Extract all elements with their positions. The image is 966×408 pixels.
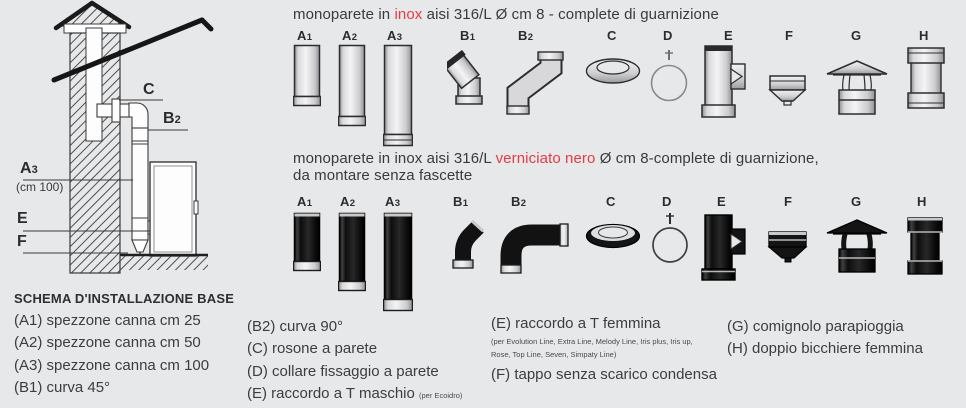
nero-d-collar — [650, 210, 690, 270]
label-nero-a1: A1 — [297, 194, 313, 209]
nero-a1-pipe-25 — [293, 212, 321, 272]
label-inox-h: H — [919, 28, 929, 43]
nero-c-rosette — [585, 220, 643, 250]
legend-item-note: (per Ecoidro) — [419, 391, 463, 401]
installation-diagram-drawing — [0, 0, 250, 290]
vertical-pipe — [132, 128, 148, 240]
legend-item: (E) raccordo a T femmina — [491, 315, 661, 332]
legend-item: (F) tappo senza scarico condensa — [491, 366, 717, 384]
label-inox-a2: A2 — [342, 28, 358, 43]
floor — [120, 255, 208, 270]
label-inox-e: E — [724, 28, 733, 43]
stove — [150, 162, 196, 256]
label-nero-a2: A2 — [340, 194, 356, 209]
label-nero-h: H — [917, 194, 927, 209]
nero-title-pre: monoparete in inox aisi 316/L — [293, 150, 496, 167]
installation-diagram — [0, 0, 250, 290]
callout-e: E — [17, 210, 28, 227]
legend-column-1 — [14, 310, 209, 400]
label-inox-b1: B1 — [460, 28, 476, 43]
chimney-cap — [58, 4, 128, 26]
label-nero-b2: B2 — [511, 194, 527, 209]
label-inox-f: F — [785, 28, 794, 43]
legend-column-4 — [727, 316, 923, 361]
inox-h-double-socket — [905, 46, 947, 110]
label-nero-d: D — [662, 194, 672, 209]
legend-column-2 — [247, 316, 462, 408]
legend-item: (B1) curva 45° — [14, 379, 111, 397]
nero-a3-pipe-100 — [383, 212, 413, 312]
label-nero-c: C — [606, 194, 616, 209]
label-inox-g: G — [851, 28, 862, 43]
label-nero-g: G — [851, 194, 862, 209]
inox-a3-pipe-100 — [383, 44, 413, 148]
legend-item: (G) comignolo parapioggia — [727, 318, 904, 335]
callout-c: C — [143, 81, 155, 98]
legend-item: (H) doppio bicchiere femmina — [727, 340, 923, 358]
inox-b1-elbow-45 — [447, 50, 493, 108]
label-nero-b1: B1 — [453, 194, 469, 209]
condensate-cap — [132, 240, 148, 252]
inox-f-cap — [768, 74, 808, 108]
callout-b2: B2 — [163, 110, 181, 127]
label-inox-a3: A3 — [387, 28, 403, 43]
label-nero-e: E — [717, 194, 726, 209]
wall-rosette — [112, 99, 120, 122]
nero-f-cap — [767, 230, 809, 266]
legend-item: (E) raccordo a T maschio (per Ecoidro) — [247, 385, 463, 403]
nero-g-rain-cowl — [826, 216, 888, 276]
nero-e-tee — [700, 213, 748, 285]
callout-f: F — [17, 233, 27, 250]
inox-g-rain-cowl — [826, 56, 888, 118]
callout-a3-note: (cm 100) — [16, 180, 64, 194]
label-inox-c: C — [607, 28, 617, 43]
legend-item: (A2) spezzone canna cm 50 — [14, 334, 201, 352]
label-inox-b2: B2 — [518, 28, 534, 43]
inox-d-collar — [649, 46, 689, 108]
nero-h-double-socket — [905, 216, 945, 276]
legend-item: (D) collare fissaggio a parete — [247, 362, 439, 380]
legend-item: (B2) curva 90° — [247, 318, 344, 335]
legend-item: (C) rosone a parete — [247, 340, 378, 358]
flue-cavity — [86, 28, 102, 141]
inox-title — [293, 6, 719, 23]
inox-title-red: inox — [394, 6, 423, 23]
inox-c-rosette — [585, 54, 643, 86]
legend-item-note: Rose, Top Line, Seven, Simpaty Line) — [491, 350, 617, 360]
label-inox-a1: A1 — [297, 28, 313, 43]
callout-a3: A3 — [20, 160, 38, 177]
nero-b2-elbow-90 — [498, 212, 572, 276]
nero-title-line2: da montare senza fascette — [293, 167, 473, 184]
nero-b1-elbow-45 — [446, 210, 486, 272]
label-inox-d: D — [663, 28, 673, 43]
legend-item-note: (per Evolution Line, Extra Line, Melody Line, Iris plus, Iris up, — [491, 337, 693, 347]
nero-a2-pipe-50 — [338, 212, 366, 292]
inox-a1-pipe-25 — [293, 44, 321, 108]
nero-title-post: Ø cm 8-complete di guarnizione, — [595, 150, 819, 167]
inox-e-tee — [700, 44, 748, 122]
inox-title-pre: monoparete in — [293, 6, 395, 23]
inox-a2-pipe-50 — [338, 44, 366, 128]
diagram-caption: SCHEMA D'INSTALLAZIONE BASE — [14, 291, 235, 306]
inox-b2-elbow-90 — [505, 46, 573, 118]
inox-title-post: aisi 316/L Ø cm 8 - complete di guarnizione — [422, 6, 719, 23]
label-nero-f: F — [784, 194, 793, 209]
legend-column-3 — [491, 313, 717, 387]
elbow-90 — [129, 103, 148, 130]
legend-item: (A3) spezzone canna cm 100 — [14, 356, 210, 374]
nero-title — [293, 150, 819, 167]
label-nero-a3: A3 — [385, 194, 401, 209]
stove-handle — [194, 201, 198, 214]
nero-title-red: verniciato nero — [495, 150, 596, 167]
legend-item: (A1) spezzone canna cm 25 — [14, 312, 201, 329]
